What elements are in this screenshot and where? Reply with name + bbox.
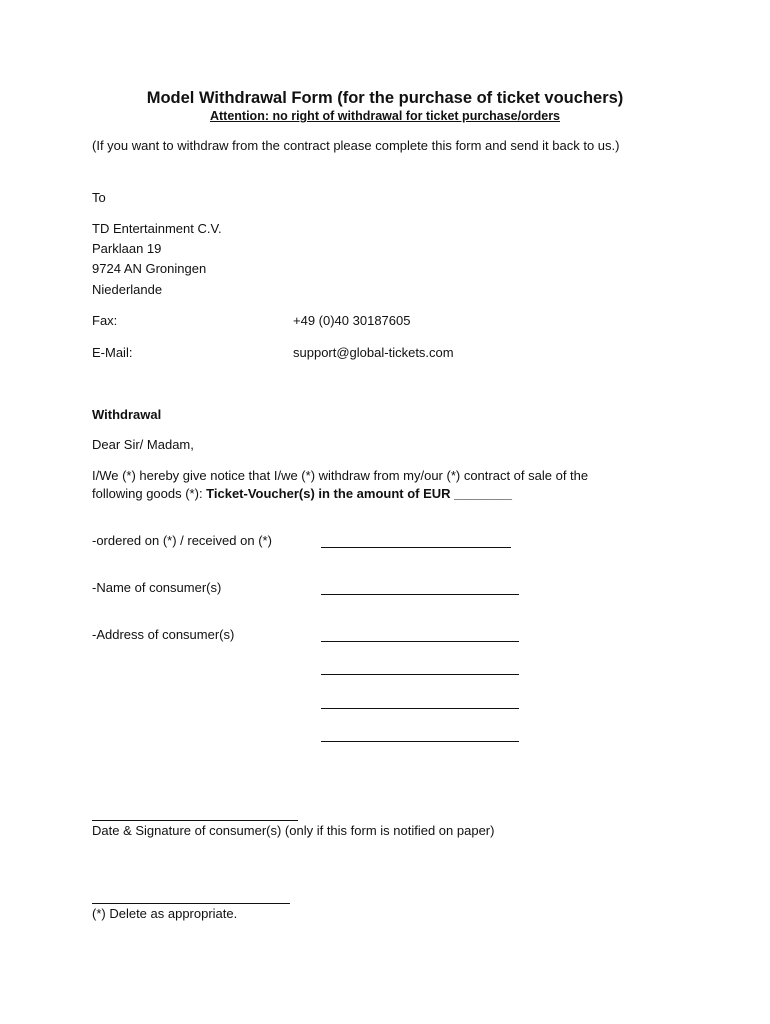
to-label: To: [92, 190, 106, 205]
email-label: E-Mail:: [92, 345, 133, 360]
ordered-on-label: -ordered on (*) / received on (*): [92, 533, 272, 548]
footnote-divider: [92, 903, 290, 904]
footnote: (*) Delete as appropriate.: [92, 906, 238, 921]
fax-label: Fax:: [92, 313, 118, 328]
notice-line-2-prefix: following goods (*):: [92, 486, 207, 501]
fax-value: +49 (0)40 30187605: [293, 313, 411, 328]
withdrawal-heading: Withdrawal: [92, 407, 162, 422]
voucher-amount-field[interactable]: Ticket-Voucher(s) in the amount of EUR ________: [206, 486, 512, 501]
consumer-name-label: -Name of consumer(s): [92, 580, 222, 595]
notice-line-1: I/We (*) hereby give notice that I/we (*) withdraw from my/our (*) contract of sale of the: [92, 468, 589, 483]
attention-notice: Attention: no right of withdrawal for ticket purchase/orders: [209, 109, 561, 123]
notice-line-2: [92, 486, 512, 502]
intro-text: (If you want to withdraw from the contract please complete this form and send it back to us.): [92, 138, 620, 153]
consumer-address-input-line-4[interactable]: [321, 741, 519, 742]
consumer-address-input-line-3[interactable]: [321, 708, 519, 709]
form-title: Model Withdrawal Form (for the purchase of ticket vouchers): [146, 89, 624, 107]
consumer-name-input-line[interactable]: [321, 594, 519, 595]
salutation: Dear Sir/ Madam,: [92, 437, 194, 452]
consumer-address-input-line-1[interactable]: [321, 641, 519, 642]
email-value: support@global-tickets.com: [293, 345, 454, 360]
address-line-city: 9724 AN Groningen: [92, 261, 207, 276]
address-line-country: Niederlande: [92, 282, 163, 297]
consumer-address-label: -Address of consumer(s): [92, 627, 235, 642]
signature-input-line[interactable]: [92, 820, 298, 821]
signature-label: Date & Signature of consumer(s) (only if this form is notified on paper): [92, 823, 495, 838]
ordered-on-input-line[interactable]: [321, 547, 511, 548]
consumer-address-input-line-2[interactable]: [321, 674, 519, 675]
address-line-street: Parklaan 19: [92, 241, 162, 256]
address-line-company: TD Entertainment C.V.: [92, 221, 222, 236]
